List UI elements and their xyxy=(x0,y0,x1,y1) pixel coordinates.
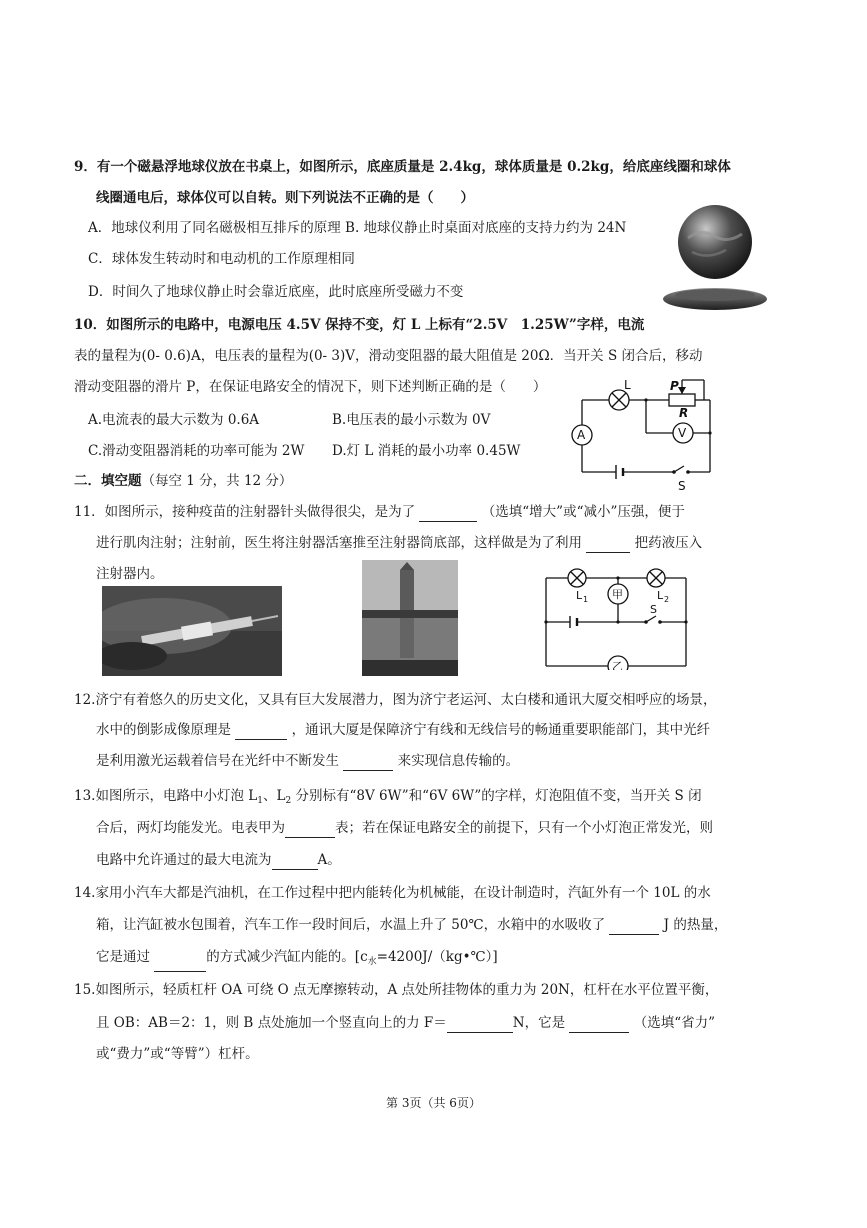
q10-option-b: B.电压表的最小示数为 0V xyxy=(332,412,491,428)
section-2-header xyxy=(74,471,292,491)
q11-line3: 注射器内。 xyxy=(96,566,164,582)
label-jia: 甲 xyxy=(612,588,623,601)
label-V: V xyxy=(678,426,687,440)
q13-blank-1[interactable] xyxy=(285,821,335,838)
q15-line1: 15.如图所示，轻质杠杆 OA 可绕 O 点无摩擦转动，A 点处所挂物体的重力为 20N，杠杆在水平位置平衡， xyxy=(74,982,719,998)
q12-line3: 是利用激光运载着信号在光纤中不断发生 来实现信息传输的。 xyxy=(96,753,520,769)
q14-blank-2[interactable] xyxy=(154,955,206,972)
q9-option-a-b: A．地球仪利用了同名磁极相互排斥的原理 B. 地球仪静止时桌面对底座的支持力约为 24N xyxy=(88,220,627,236)
label-A: A xyxy=(577,428,586,442)
q10-line3: 滑动变阻器的滑片 P，在保证电路安全的情况下，则下述判断正确的是（ ） xyxy=(74,379,547,395)
q13-line1: 13.如图所示，电路中小灯泡 $L_1$、$L_2$ 分别标有“8V 6W”和“6V 6W”的字样，灯泡阻值不变，当开关 S 闭 xyxy=(74,788,702,806)
section-2-note: （每空 1 分，共 12 分） xyxy=(141,473,293,489)
label-yi: 乙 xyxy=(612,660,623,670)
label-L: L xyxy=(624,378,631,392)
q10-line1: 10．如图所示的电路中，电源电压 4.5V 保持不变，灯 L 上标有“2.5V 1.25W”字样，电流 xyxy=(74,317,645,333)
q13-line3: 电路中允许通过的最大电流为 A。 xyxy=(96,852,341,868)
q14-blank-1[interactable] xyxy=(609,918,659,935)
q11-line2: 进行肌肉注射；注射前，医生将注射器活塞推至注射器筒底部，这样做是为了利用 把药液压入 xyxy=(96,535,703,551)
q13-line2: 合后，两灯均能发光。电表甲为 表；若在保证电路安全的前提下，只有一个小灯泡正常发光，则 xyxy=(96,820,713,836)
label-R: R xyxy=(679,406,689,420)
syringe-photo xyxy=(102,586,282,676)
tower-reflection-photo xyxy=(362,560,458,676)
label-L1: L xyxy=(576,589,583,602)
label-L2: L xyxy=(657,589,664,602)
q11-blank-1[interactable] xyxy=(419,505,477,522)
q10-option-d: D.灯 L 消耗的最小功率 0.45W xyxy=(332,443,521,459)
q12-line2: 水中的倒影成像原理是 ，通讯大厦是保障济宁有线和无线信号的畅通重要职能部门，其中光纤 xyxy=(96,722,711,738)
rheostat-R-symbol xyxy=(669,394,695,406)
q14-line3: 它是通过 的方式减少汽缸内能的。$[c_水=4200J/(kg•℃)]$ xyxy=(96,947,498,972)
q12-blank-1[interactable] xyxy=(235,723,287,740)
q14-line2: 箱，让汽缸被水包围着，汽车工作一段时间后，水温上升了 50℃，水箱中的水吸收了 J 的热量， xyxy=(96,917,728,933)
label-S: S xyxy=(650,603,657,616)
globe-photo xyxy=(656,200,774,314)
q15-line2: 且 OB：AB＝2：1，则 B 点处施加一个竖直向上的力 F＝ N，它是 （选填“省力” xyxy=(96,1015,716,1031)
q9-option-c: C．球体发生转动时和电动机的工作原理相同 xyxy=(88,251,355,267)
q10-option-a: A.电流表的最大示数为 0.6A xyxy=(88,412,260,428)
q14-line1: 14.家用小汽车大都是汽油机，在工作过程中把内能转化为机械能，在设计制造时，汽缸外有一个 10L 的水 xyxy=(74,885,711,901)
q10-line2: 表的量程为(0- 0.6)A，电压表的量程为(0- 3)V，滑动变阻器的最大阻值是 20Ω．当开关 S 闭合后，移动 xyxy=(74,348,703,364)
slider-P-arrow xyxy=(678,387,686,394)
q9-option-d: D．时间久了地球仪静止时会靠近底座，此时底座所受磁力不变 xyxy=(88,284,464,300)
q13-blank-2[interactable] xyxy=(272,853,318,870)
label-L1-sub: 1 xyxy=(583,595,589,604)
label-L2-sub: 2 xyxy=(664,595,670,604)
label-S: S xyxy=(678,479,686,493)
q11-blank-2[interactable] xyxy=(586,536,630,553)
page-footer: 第 3页（共 6页） xyxy=(386,1096,481,1110)
q15-blank-1[interactable] xyxy=(447,1016,513,1033)
q12-line1: 12.济宁有着悠久的历史文化，又具有巨大发展潜力，图为济宁老运河、太白楼和通讯大厦交相呼应的场景， xyxy=(74,692,717,708)
q10-circuit-diagram xyxy=(566,376,726,494)
q15-line3: 或“费力”或“等臂”）杠杆。 xyxy=(96,1046,259,1062)
q13-circuit-diagram xyxy=(538,566,690,670)
section-2-title: 二．填空题 xyxy=(74,473,142,489)
q9-line1: 9．有一个磁悬浮地球仪放在书桌上，如图所示，底座质量是 2.4kg，球体质量是 0.2kg，给底座线圈和球体 xyxy=(74,159,731,175)
label-P: P xyxy=(670,379,679,393)
q12-blank-2[interactable] xyxy=(343,754,393,771)
q10-option-c: C.滑动变阻器消耗的功率可能为 2W xyxy=(88,443,305,459)
q9-line2: 线圈通电后，球体仪可以自转。则下列说法不正确的是（ ） xyxy=(96,190,474,206)
q15-blank-2[interactable] xyxy=(569,1016,629,1033)
q11-line1: 11．如图所示，接种疫苗的注射器针头做得很尖，是为了 （选填“增大”或“减小”压强，便于 xyxy=(74,504,685,520)
